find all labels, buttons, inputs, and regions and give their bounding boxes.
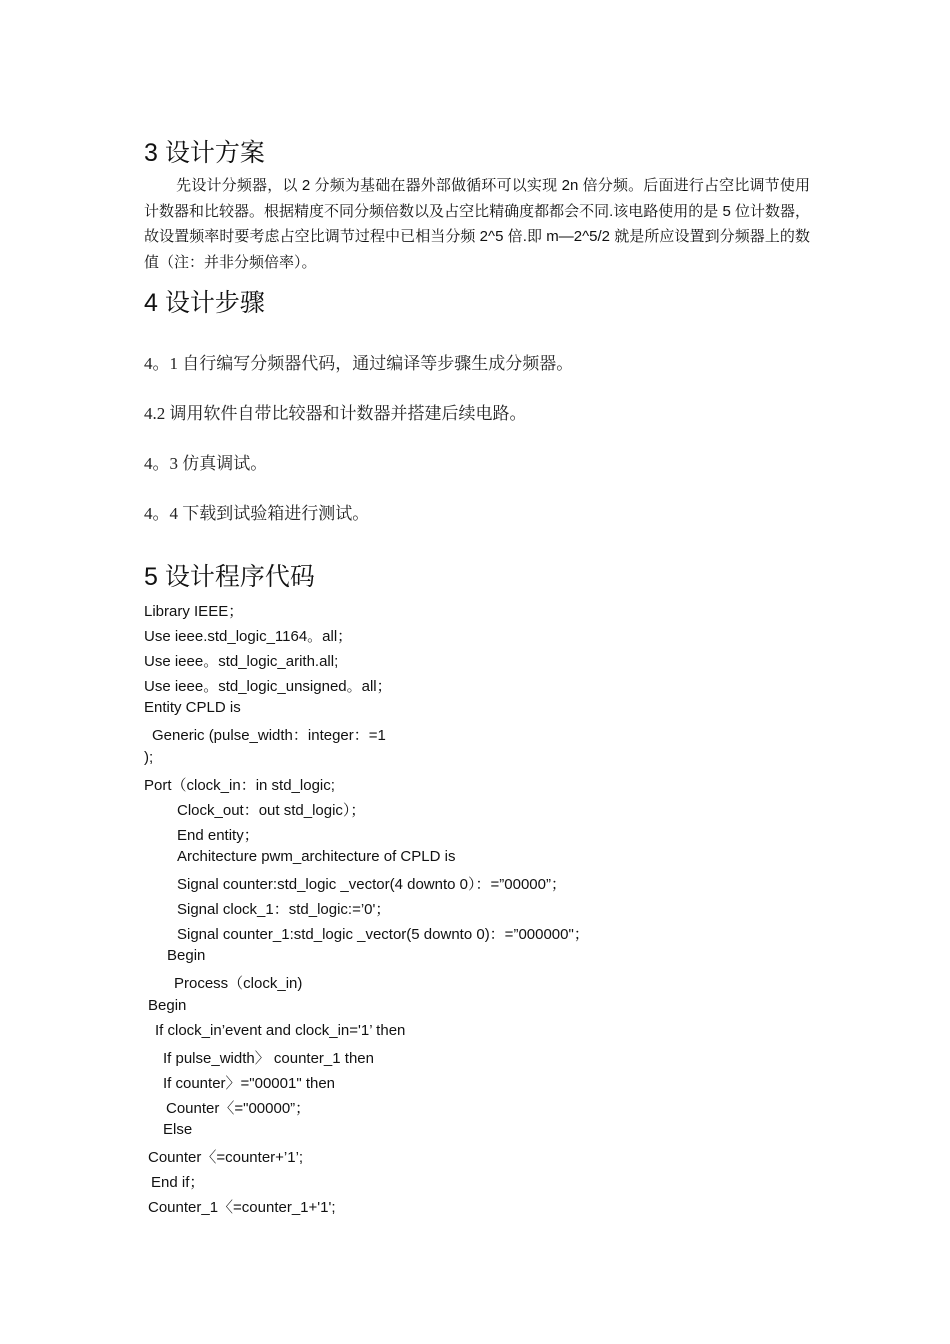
code-line: If pulse_width〉 counter_1 then: [163, 1050, 374, 1067]
code-line: If counter〉="00001" then: [163, 1075, 336, 1092]
code-line: Signal clock_1：std_logic:=’0'；: [177, 901, 391, 918]
code-line: Use ieee。std_logic_unsigned。all；: [144, 678, 392, 695]
code-line: );: [144, 749, 154, 766]
step-item: 4.2 调用软件自带比较器和计数器并搭建后续电路。: [144, 404, 527, 423]
code-line: Use ieee。std_logic_arith.all;: [144, 653, 339, 670]
code-line: Generic (pulse_width：integer：=1: [152, 727, 386, 744]
code-line: Library IEEE；: [144, 603, 244, 620]
step-item: 4。4 下载到试验箱进行测试。: [144, 504, 370, 523]
code-line: End entity；: [177, 827, 259, 844]
code-line: Architecture pwm_architecture of CPLD is: [177, 848, 456, 865]
code-line: Process（clock_in): [174, 975, 303, 992]
code-line: Signal counter_1:std_logic _vector(5 downto 0)：=”000000"；: [177, 926, 589, 943]
code-line: Begin: [167, 947, 206, 964]
code-line: Else: [163, 1121, 193, 1138]
code-line: Port（clock_in：in std_logic;: [144, 777, 335, 794]
section-5-heading: 5 设计程序代码: [144, 563, 315, 591]
code-line: Counter_1〈=counter_1+'1';: [148, 1199, 336, 1216]
code-line: Begin: [148, 997, 187, 1014]
code-line: Counter〈="00000”；: [166, 1100, 311, 1117]
code-line: Signal counter:std_logic _vector(4 downto 0）：=”00000”；: [177, 876, 566, 893]
step-item: 4。3 仿真调试。: [144, 454, 268, 473]
section-4-heading: 4 设计步骤: [144, 289, 265, 317]
step-item: 4。1 自行编写分频器代码，通过编译等步骤生成分频器。: [144, 354, 574, 373]
code-line: Clock_out：out std_logic）；: [177, 802, 366, 819]
section-3-heading: 3 设计方案: [144, 139, 265, 167]
code-line: Entity CPLD is: [144, 699, 241, 716]
section-3-paragraph: [144, 173, 810, 275]
code-line: Use ieee.std_logic_1164。all；: [144, 628, 353, 645]
code-line: Counter〈=counter+’1’;: [148, 1149, 304, 1166]
code-line: If clock_in’event and clock_in='1’ then: [155, 1022, 406, 1039]
section-3-paragraph-text: 先设计分频器，以 2 分频为基础在器外部做循环可以实现 2n 倍分频。后面进行占空比调节使用计数器和比较器。根据精度不同分频倍数以及占空比精确度都都会不同.该电路使用的是 5 位计数器，故设置频率时要考虑占空比调节过程中已相当分频 2^5 倍.即 m—2^5/2 就是所应设置到分频器上的数值（注：并非分频倍率）。: [144, 177, 810, 271]
code-line: End if；: [151, 1174, 205, 1191]
